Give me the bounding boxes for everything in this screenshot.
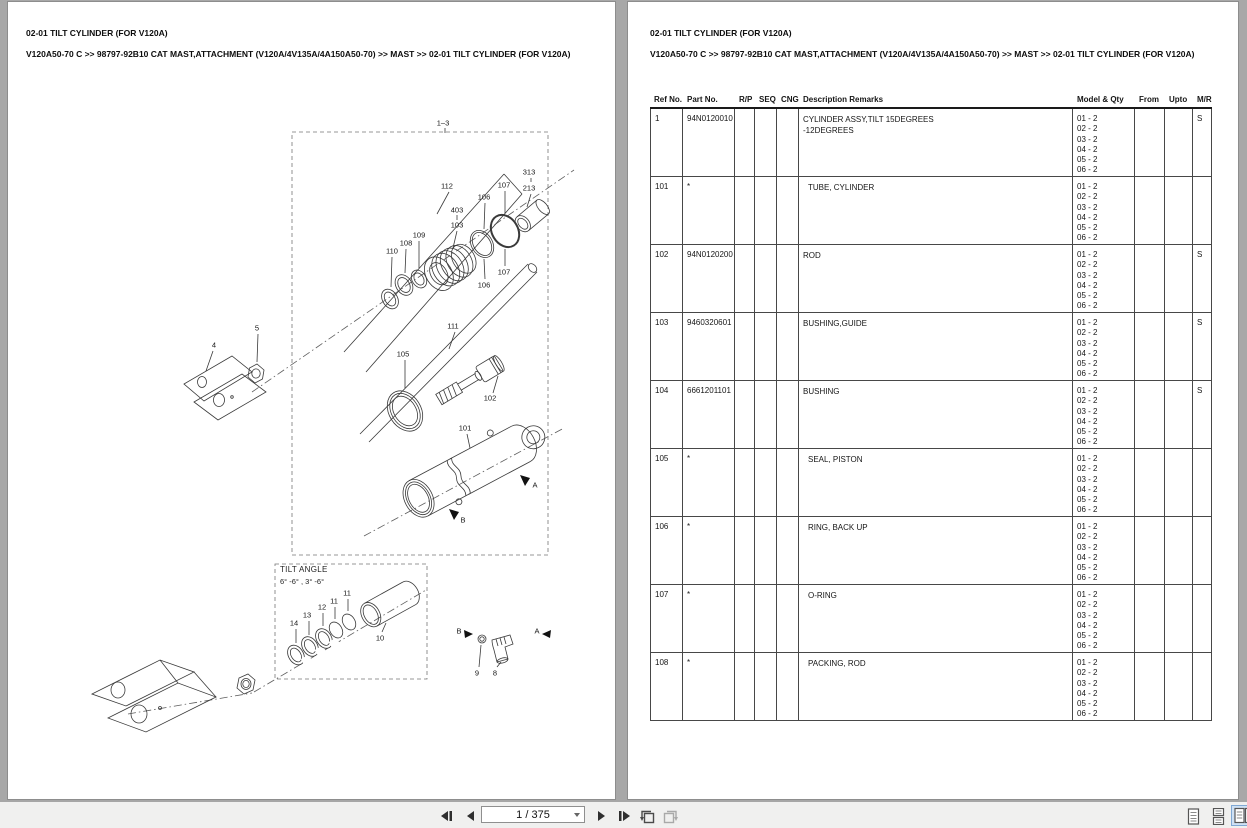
model-qty-line: 01 - 2 bbox=[1077, 522, 1098, 531]
table-cell: * bbox=[683, 177, 735, 244]
table-cell bbox=[1135, 177, 1165, 244]
diagram-ref-label: 213 bbox=[522, 183, 536, 193]
column-header: Ref No. bbox=[654, 95, 682, 104]
diagram-ref-label: 403 bbox=[450, 205, 464, 215]
model-qty-line: 06 - 2 bbox=[1077, 437, 1098, 447]
previous-page-button[interactable] bbox=[464, 808, 476, 824]
description-cell bbox=[799, 517, 1073, 584]
model-qty-line: 06 - 2 bbox=[1077, 369, 1098, 379]
model-qty-line: 06 - 2 bbox=[1077, 709, 1098, 719]
diagram-ref-label: 313 bbox=[522, 167, 536, 177]
diagram-ref-label: 4 bbox=[211, 340, 217, 350]
model-qty-line: 02 - 2 bbox=[1077, 464, 1098, 474]
model-qty-line: 02 - 2 bbox=[1077, 532, 1098, 542]
diagram-ref-label: 9 bbox=[474, 668, 480, 678]
table-cell: 103 bbox=[650, 313, 683, 380]
breadcrumb: V120A50-70 C >> 98797-92B10 CAT MAST,ATTACHMENT (V120A/4V135A/4A150A50-70) >> MAST >> 02-01 TILT CYLINDER (FOR V120A) bbox=[26, 49, 571, 59]
model-qty-line: 02 - 2 bbox=[1077, 260, 1098, 270]
table-cell bbox=[755, 449, 777, 516]
model-qty-line: 05 - 2 bbox=[1077, 699, 1098, 709]
table-cell bbox=[1135, 381, 1165, 448]
column-header: From bbox=[1139, 95, 1159, 104]
table-cell: 101 bbox=[650, 177, 683, 244]
table-cell bbox=[755, 177, 777, 244]
table-cell: 1 bbox=[650, 109, 683, 176]
model-qty-cell bbox=[1073, 585, 1135, 652]
diagram-ref-label: B bbox=[456, 626, 462, 636]
table-cell bbox=[735, 381, 755, 448]
table-cell bbox=[735, 245, 755, 312]
table-cell bbox=[735, 449, 755, 516]
table-cell bbox=[755, 653, 777, 720]
table-cell bbox=[1165, 177, 1193, 244]
exploded-diagram bbox=[8, 2, 615, 799]
table-cell bbox=[777, 109, 799, 176]
diagram-ref-label: 11 bbox=[330, 596, 338, 606]
table-cell: 105 bbox=[650, 449, 683, 516]
diagram-ref-label: 13 bbox=[302, 610, 312, 620]
single-page-view-button[interactable] bbox=[1185, 808, 1201, 824]
table-cell bbox=[1165, 245, 1193, 312]
bottom-toolbar bbox=[0, 800, 1247, 828]
two-page-view-button[interactable] bbox=[1231, 805, 1247, 826]
table-cell bbox=[735, 585, 755, 652]
table-cell bbox=[1135, 313, 1165, 380]
model-qty-line: 01 - 2 bbox=[1077, 658, 1098, 667]
table-cell: * bbox=[683, 517, 735, 584]
table-cell: 94N0120200 bbox=[683, 245, 735, 312]
model-qty-line: 05 - 2 bbox=[1077, 155, 1098, 165]
diagram-ref-label: 102 bbox=[483, 393, 497, 403]
diagram-ref-label: A bbox=[532, 480, 538, 490]
tilt-angle-values: 6° -6° , 3° -6° bbox=[280, 577, 325, 586]
model-qty-cell bbox=[1073, 381, 1135, 448]
description-line: BUSHING,GUIDE bbox=[803, 319, 868, 328]
table-cell bbox=[755, 585, 777, 652]
model-qty-line: 03 - 2 bbox=[1077, 270, 1098, 280]
column-header: R/P bbox=[739, 95, 753, 104]
table-cell bbox=[1165, 313, 1193, 380]
column-header: M/R bbox=[1197, 95, 1212, 104]
model-qty-line: 06 - 2 bbox=[1077, 165, 1098, 175]
table-cell: 6661201101 bbox=[683, 381, 735, 448]
next-page-button[interactable] bbox=[596, 808, 608, 824]
table-cell bbox=[735, 177, 755, 244]
table-row bbox=[650, 245, 1212, 313]
model-qty-line: 02 - 2 bbox=[1077, 328, 1098, 338]
model-qty-cell bbox=[1073, 109, 1135, 176]
table-cell bbox=[1135, 585, 1165, 652]
table-cell bbox=[755, 245, 777, 312]
table-cell bbox=[735, 313, 755, 380]
description-line: ROD bbox=[803, 251, 821, 260]
diagram-ref-label: 108 bbox=[399, 238, 413, 248]
table-cell bbox=[777, 653, 799, 720]
model-qty-cell bbox=[1073, 517, 1135, 584]
diagram-ref-label: 106 bbox=[477, 192, 491, 202]
table-body bbox=[650, 109, 1212, 721]
table-cell bbox=[735, 109, 755, 176]
diagram-ref-label: 107 bbox=[497, 267, 511, 277]
table-cell: 108 bbox=[650, 653, 683, 720]
model-qty-line: 03 - 2 bbox=[1077, 610, 1098, 620]
table-cell bbox=[1135, 517, 1165, 584]
table-cell: S bbox=[1193, 381, 1212, 448]
description-line: RING, BACK UP bbox=[808, 523, 868, 532]
table-row bbox=[650, 381, 1212, 449]
table-cell bbox=[777, 517, 799, 584]
table-row bbox=[650, 517, 1212, 585]
diagram-ref-label: 107 bbox=[497, 180, 511, 190]
diagram-ref-label: 103 bbox=[450, 220, 464, 230]
table-cell: S bbox=[1193, 109, 1212, 176]
table-cell bbox=[1165, 381, 1193, 448]
diagram-ref-label: A bbox=[534, 626, 540, 636]
model-qty-cell bbox=[1073, 177, 1135, 244]
diagram-ref-label: 109 bbox=[412, 230, 426, 240]
diagram-ref-label: 112 bbox=[441, 181, 453, 191]
diagram-ref-label: 8 bbox=[492, 668, 498, 678]
table-row bbox=[650, 449, 1212, 517]
diagram-ref-label: 1–3 bbox=[436, 118, 450, 128]
table-cell bbox=[1165, 109, 1193, 176]
model-qty-line: 06 - 2 bbox=[1077, 573, 1098, 583]
model-qty-cell bbox=[1073, 449, 1135, 516]
description-cell bbox=[799, 177, 1073, 244]
description-cell bbox=[799, 653, 1073, 720]
table-cell bbox=[755, 313, 777, 380]
model-qty-line: 02 - 2 bbox=[1077, 600, 1098, 610]
table-cell bbox=[755, 109, 777, 176]
model-qty-line: 03 - 2 bbox=[1077, 678, 1098, 688]
model-qty-line: 05 - 2 bbox=[1077, 223, 1098, 233]
description-line: TUBE, CYLINDER bbox=[808, 183, 875, 192]
table-cell bbox=[755, 381, 777, 448]
table-cell bbox=[1193, 653, 1212, 720]
table-cell bbox=[1165, 585, 1193, 652]
model-qty-line: 06 - 2 bbox=[1077, 505, 1098, 515]
table-header-row bbox=[650, 92, 1212, 109]
column-header: SEQ bbox=[759, 95, 776, 104]
page-number-box[interactable] bbox=[481, 806, 585, 823]
model-qty-line: 05 - 2 bbox=[1077, 495, 1098, 505]
model-qty-line: 05 - 2 bbox=[1077, 359, 1098, 369]
table-cell: * bbox=[683, 449, 735, 516]
dropdown-arrow-icon[interactable] bbox=[574, 813, 580, 817]
diagram-ref-label: 5 bbox=[254, 323, 260, 333]
column-header: Description Remarks bbox=[803, 95, 884, 104]
table-cell bbox=[777, 245, 799, 312]
next-view-button[interactable] bbox=[661, 808, 678, 824]
model-qty-line: 04 - 2 bbox=[1077, 348, 1098, 358]
model-qty-line: 05 - 2 bbox=[1077, 631, 1098, 641]
table-cell bbox=[1135, 109, 1165, 176]
table-cell bbox=[1135, 653, 1165, 720]
diagram-ref-label: 14 bbox=[289, 618, 299, 628]
table-cell bbox=[1193, 449, 1212, 516]
diagram-ref-label: 12 bbox=[317, 602, 327, 612]
table-cell bbox=[1165, 517, 1193, 584]
description-line: PACKING, ROD bbox=[808, 659, 866, 668]
model-qty-line: 05 - 2 bbox=[1077, 291, 1098, 301]
first-page-button[interactable] bbox=[438, 808, 454, 824]
model-qty-line: 04 - 2 bbox=[1077, 688, 1098, 698]
description-line: -12DEGREES bbox=[803, 126, 854, 135]
table-cell: 104 bbox=[650, 381, 683, 448]
previous-view-button[interactable] bbox=[639, 808, 656, 824]
description-cell bbox=[799, 109, 1073, 176]
model-qty-line: 04 - 2 bbox=[1077, 620, 1098, 630]
model-qty-line: 04 - 2 bbox=[1077, 484, 1098, 494]
table-cell bbox=[735, 517, 755, 584]
table-cell: * bbox=[683, 653, 735, 720]
table-cell: 102 bbox=[650, 245, 683, 312]
table-cell: S bbox=[1193, 245, 1212, 312]
model-qty-line: 03 - 2 bbox=[1077, 474, 1098, 484]
description-line: CYLINDER ASSY,TILT 15DEGREES bbox=[803, 115, 934, 124]
diagram-ref-label: 11 bbox=[343, 588, 351, 598]
table-cell: S bbox=[1193, 313, 1212, 380]
diagram-ref-label: 101 bbox=[458, 423, 472, 433]
model-qty-line: 05 - 2 bbox=[1077, 563, 1098, 573]
model-qty-line: 03 - 2 bbox=[1077, 406, 1098, 416]
table-cell bbox=[735, 653, 755, 720]
table-cell bbox=[1165, 653, 1193, 720]
diagram-ref-label: B bbox=[460, 515, 466, 525]
model-qty-line: 01 - 2 bbox=[1077, 250, 1098, 259]
diagram-ref-label: 106 bbox=[477, 280, 491, 290]
column-header: Part No. bbox=[687, 95, 718, 104]
model-qty-line: 01 - 2 bbox=[1077, 386, 1098, 395]
left-page bbox=[8, 2, 615, 799]
model-qty-line: 01 - 2 bbox=[1077, 182, 1098, 191]
model-qty-line: 03 - 2 bbox=[1077, 542, 1098, 552]
table-row bbox=[650, 585, 1212, 653]
diagram-ref-label: 110 bbox=[386, 246, 398, 256]
model-qty-line: 04 - 2 bbox=[1077, 144, 1098, 154]
model-qty-line: 03 - 2 bbox=[1077, 202, 1098, 212]
column-header: Model & Qty bbox=[1077, 95, 1124, 104]
table-row bbox=[650, 177, 1212, 245]
model-qty-line: 05 - 2 bbox=[1077, 427, 1098, 437]
model-qty-line: 02 - 2 bbox=[1077, 396, 1098, 406]
table-cell: * bbox=[683, 585, 735, 652]
description-cell bbox=[799, 245, 1073, 312]
model-qty-line: 03 - 2 bbox=[1077, 338, 1098, 348]
description-cell bbox=[799, 585, 1073, 652]
model-qty-line: 06 - 2 bbox=[1077, 233, 1098, 243]
table-row bbox=[650, 109, 1212, 177]
tilt-angle-title: TILT ANGLE bbox=[280, 565, 328, 574]
model-qty-line: 04 - 2 bbox=[1077, 212, 1098, 222]
column-header: CNG bbox=[781, 95, 799, 104]
model-qty-line: 01 - 2 bbox=[1077, 114, 1098, 123]
model-qty-line: 04 - 2 bbox=[1077, 552, 1098, 562]
description-line: BUSHING bbox=[803, 387, 840, 396]
model-qty-line: 06 - 2 bbox=[1077, 641, 1098, 651]
model-qty-cell bbox=[1073, 313, 1135, 380]
description-cell bbox=[799, 313, 1073, 380]
table-cell: 106 bbox=[650, 517, 683, 584]
table-cell bbox=[777, 177, 799, 244]
table-cell bbox=[755, 517, 777, 584]
table-cell: 107 bbox=[650, 585, 683, 652]
column-header: Upto bbox=[1169, 95, 1188, 104]
page-title: 02-01 TILT CYLINDER (FOR V120A) bbox=[26, 28, 168, 38]
table-cell bbox=[777, 585, 799, 652]
table-cell bbox=[1135, 245, 1165, 312]
model-qty-line: 01 - 2 bbox=[1077, 590, 1098, 599]
breadcrumb: V120A50-70 C >> 98797-92B10 CAT MAST,ATTACHMENT (V120A/4V135A/4A150A50-70) >> MAST >> 02-01 TILT CYLINDER (FOR V120A) bbox=[650, 49, 1195, 59]
table-cell bbox=[1193, 585, 1212, 652]
right-page bbox=[628, 2, 1238, 799]
table-cell bbox=[1135, 449, 1165, 516]
table-cell bbox=[1193, 177, 1212, 244]
table-cell: 94N0120010 bbox=[683, 109, 735, 176]
diagram-ref-label: 111 bbox=[447, 321, 459, 331]
description-line: O-RING bbox=[808, 591, 837, 600]
description-cell bbox=[799, 381, 1073, 448]
model-qty-cell bbox=[1073, 653, 1135, 720]
two-page-view-icon bbox=[1234, 807, 1247, 824]
model-qty-line: 04 - 2 bbox=[1077, 280, 1098, 290]
table-cell: 9460320601 bbox=[683, 313, 735, 380]
model-qty-line: 06 - 2 bbox=[1077, 301, 1098, 311]
model-qty-line: 02 - 2 bbox=[1077, 124, 1098, 134]
table-cell bbox=[1193, 517, 1212, 584]
continuous-view-button[interactable] bbox=[1210, 808, 1226, 824]
table-cell bbox=[777, 381, 799, 448]
description-line: SEAL, PISTON bbox=[808, 455, 863, 464]
model-qty-line: 02 - 2 bbox=[1077, 192, 1098, 202]
model-qty-line: 01 - 2 bbox=[1077, 454, 1098, 463]
model-qty-line: 02 - 2 bbox=[1077, 668, 1098, 678]
page-indicator: 1 / 375 bbox=[516, 808, 550, 821]
diagram-ref-label: 10 bbox=[375, 633, 385, 643]
description-cell bbox=[799, 449, 1073, 516]
diagram-ref-label: 105 bbox=[396, 349, 410, 359]
table-row bbox=[650, 313, 1212, 381]
last-page-button[interactable] bbox=[617, 808, 633, 824]
model-qty-line: 01 - 2 bbox=[1077, 318, 1098, 327]
model-qty-cell bbox=[1073, 245, 1135, 312]
table-row bbox=[650, 653, 1212, 721]
table-cell bbox=[777, 449, 799, 516]
model-qty-line: 03 - 2 bbox=[1077, 134, 1098, 144]
page-title: 02-01 TILT CYLINDER (FOR V120A) bbox=[650, 28, 792, 38]
parts-table bbox=[650, 92, 1212, 721]
table-cell bbox=[1165, 449, 1193, 516]
model-qty-line: 04 - 2 bbox=[1077, 416, 1098, 426]
table-cell bbox=[777, 313, 799, 380]
